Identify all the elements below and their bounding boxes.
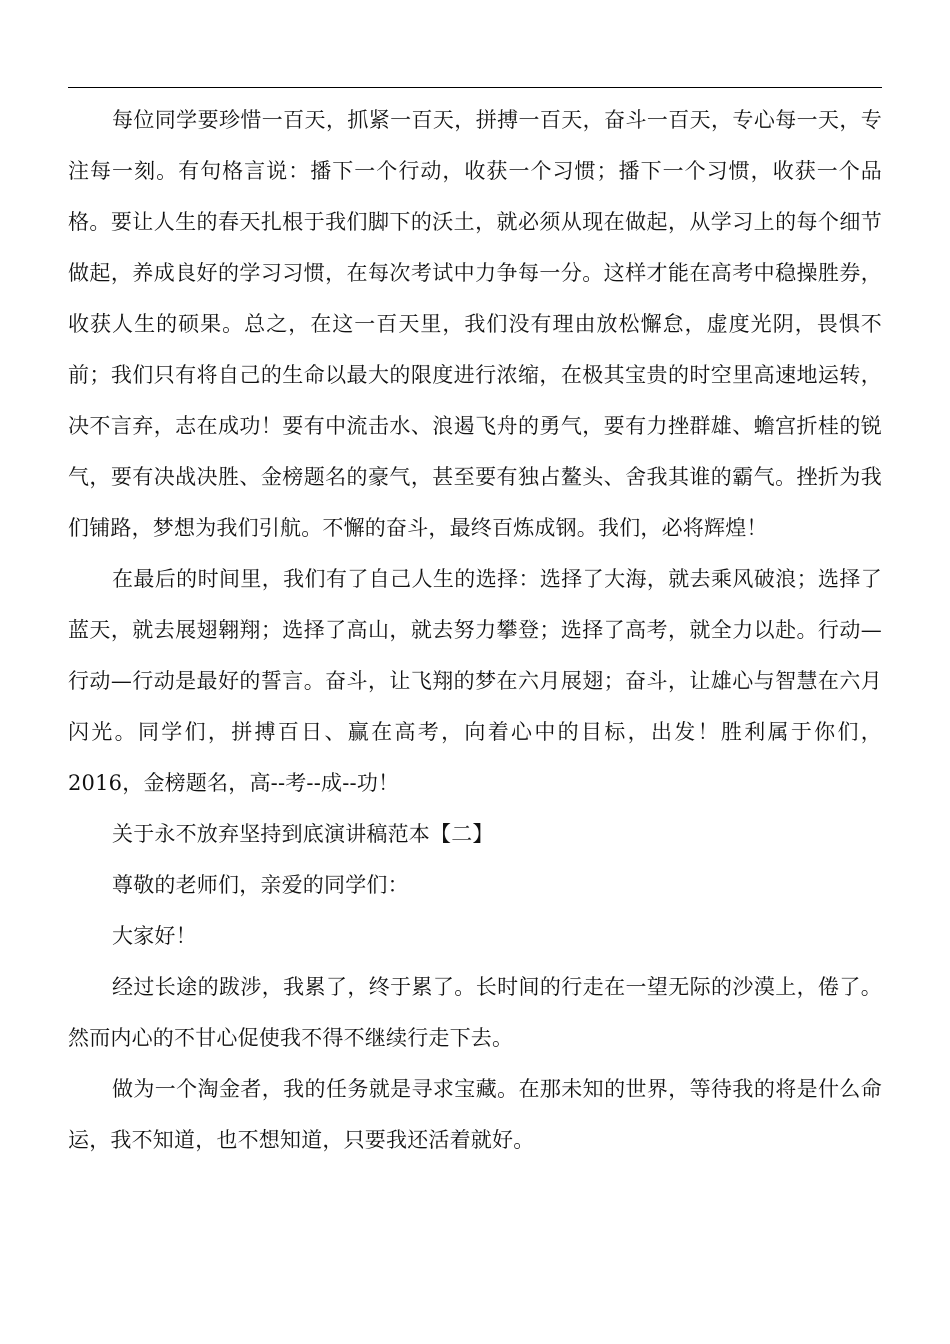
salutation: 尊敬的老师们，亲爱的同学们： — [112, 873, 409, 897]
greeting: 大家好！ — [112, 924, 197, 948]
paragraph-1: 每位同学要珍惜一百天，抓紧一百天，拼搏一百天，奋斗一百天，专心每一天，专注每一刻。有句格言说：播下一个行动，收获一个习惯；播下一个习惯，收获一个品格。要让人生的春天扎根于我们脚下的沃土，就必须从现在做起，从学习上的每个细节做起，养成良好的学习习惯，在每次考试中力争每一分。这样才能在高考中稳操胜券，收获人生的硕果。总之，在这一百天里，我们没有理由放松懈怠，虚度光阴，畏惧不前；我们只有将自己的生命以最大的限度进行浓缩，在极其宝贵的时空里高速地运转，决不言弃，志在成功！要有中流击水、浪遏飞舟的勇气，要有力挫群雄、蟾宫折桂的锐气，要有决战决胜、金榜题名的豪气，甚至要有独占鳌头、舍我其谁的霸气。挫折为我们铺路，梦想为我们引航。不懈的奋斗，最终百炼成钢。我们，必将辉煌！ — [68, 108, 882, 540]
paragraph-3: 经过长途的跋涉，我累了，终于累了。长时间的行走在一望无际的沙漠上，倦了。然而内心的不甘心促使我不得不继续行走下去。 — [68, 975, 882, 1050]
document-body — [68, 95, 882, 1166]
section-heading: 关于永不放弃坚持到底演讲稿范本【二】 — [112, 822, 494, 846]
header-rule — [68, 87, 882, 88]
paragraph-2: 在最后的时间里，我们有了自己人生的选择：选择了大海，就去乘风破浪；选择了蓝天，就去展翅翱翔；选择了高山，就去努力攀登；选择了高考，就全力以赴。行动—行动—行动是最好的誓言。奋斗，让飞翔的梦在六月展翅；奋斗，让雄心与智慧在六月闪光。同学们，拼搏百日、赢在高考，向着心中的目标，出发！胜利属于你们，2016，金榜题名，高--考--成--功！ — [68, 567, 882, 795]
paragraph-4: 做为一个淘金者，我的任务就是寻求宝藏。在那未知的世界，等待我的将是什么命运，我不知道，也不想知道，只要我还活着就好。 — [68, 1077, 882, 1152]
